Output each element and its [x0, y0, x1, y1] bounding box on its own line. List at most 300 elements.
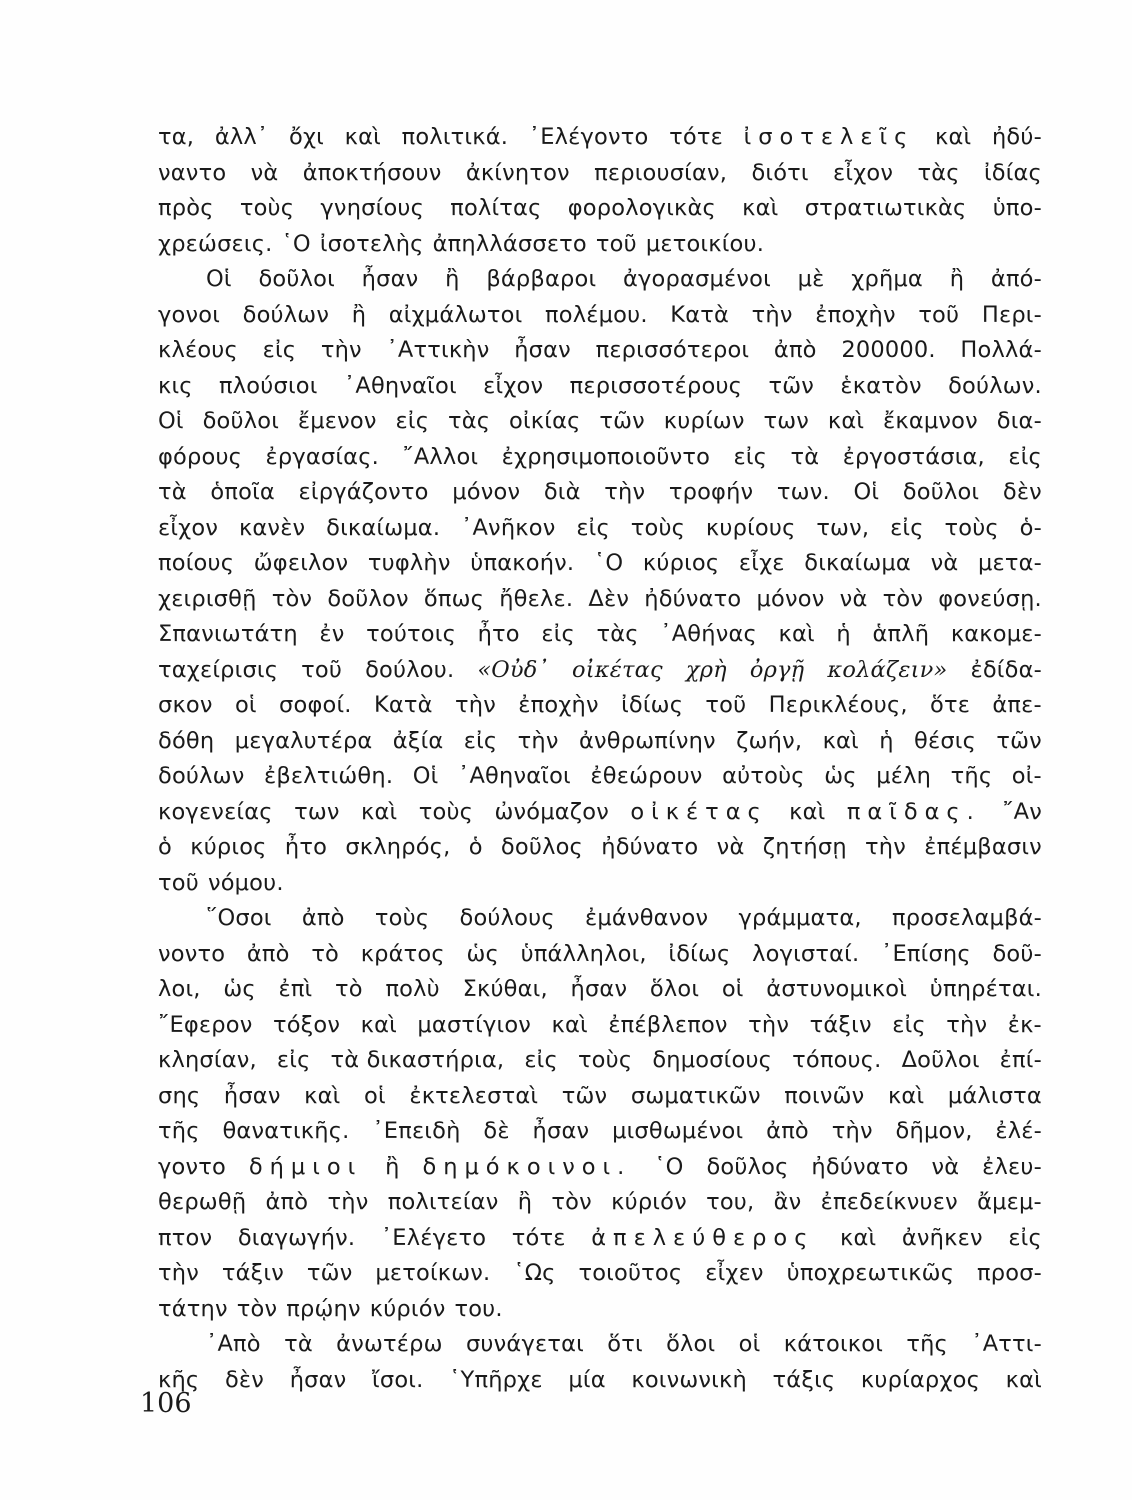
text-line: [158, 1083, 1042, 1119]
word: αὐτοὺς: [722, 763, 805, 789]
word: Σπανιωτάτη: [158, 621, 298, 647]
word: βάρβαροι: [486, 266, 597, 292]
word: μετοίκων.: [375, 1260, 491, 1286]
word: πολὺ: [385, 976, 440, 1002]
word: ἀπὸ: [265, 1189, 309, 1215]
word: ᾽Ανῆκον: [461, 514, 556, 541]
word: καὶ: [360, 1011, 397, 1038]
text-line: [158, 763, 1042, 799]
word: τὸν: [236, 1295, 278, 1322]
word: δόθη: [158, 727, 215, 754]
word: Σκύθαι,: [462, 976, 548, 1002]
word: τῶν: [306, 1260, 353, 1286]
word: φόρους: [158, 443, 243, 470]
word: τὰς: [917, 159, 960, 186]
word: πλούσιοι: [219, 372, 318, 399]
word: ποίους: [158, 550, 235, 576]
text-line: [158, 1367, 1042, 1403]
word: χρὴ: [685, 656, 727, 683]
word: τὰς: [596, 621, 639, 647]
word: τοὺς: [944, 514, 999, 541]
text-line: [158, 1225, 1042, 1261]
word: προσ-: [977, 1260, 1042, 1286]
word: Οἱ: [206, 266, 232, 292]
word: ἠδύνατο: [601, 834, 699, 860]
word: ὑποχρεωτικῶς: [786, 1260, 955, 1286]
word: ῎Αν: [1002, 798, 1042, 825]
word: οἱ: [364, 1082, 386, 1109]
word: κυρίων: [663, 408, 745, 434]
word: οἰκέτας: [630, 798, 768, 825]
word: περιουσίαν,: [594, 159, 728, 186]
word: σης: [158, 1082, 201, 1109]
word: ὅτε: [930, 692, 971, 718]
word: ἐχρησιμοποιοῦντο: [501, 443, 711, 470]
word: κυρίαρχος: [860, 1366, 980, 1393]
body-text: [158, 124, 1042, 1402]
word: τότε: [669, 124, 723, 150]
word: ὡς: [466, 940, 499, 967]
word: ἰδίως: [621, 692, 684, 718]
word: ἤθελε.: [499, 585, 574, 612]
word: δια-: [996, 408, 1042, 434]
word: τόπους.: [792, 1047, 882, 1073]
word: ἁπλῆ: [872, 621, 930, 647]
word: προσελαμβά-: [891, 905, 1042, 931]
word: ᾽Επειδὴ: [372, 1118, 461, 1144]
word: κοινωνικὴ: [631, 1366, 747, 1393]
word: τῶν: [768, 372, 815, 399]
word: ζωήν,: [736, 727, 803, 754]
word: εἰς: [576, 514, 610, 541]
word: δούλων: [158, 763, 245, 789]
word: ὤφειλον: [253, 550, 349, 576]
word: εἰργάζοντο: [298, 479, 429, 505]
word: Οἱ: [853, 479, 880, 505]
word: ἠδύνατο: [811, 1153, 909, 1180]
word: ῞Οσοι: [206, 905, 272, 931]
word: τοὺς: [374, 905, 430, 931]
word: κύριόν: [611, 1189, 687, 1215]
word: τοὺς: [630, 514, 686, 541]
word: τὸν: [551, 1189, 592, 1215]
word: μέλη: [876, 763, 932, 789]
text-line: [158, 124, 1042, 160]
text-line: [158, 302, 1042, 338]
word: ποινῶν: [784, 1082, 865, 1109]
word: ἐμάνθανον: [585, 905, 709, 931]
word: ἢ: [385, 1153, 400, 1180]
word: πολιτείαν: [387, 1189, 499, 1215]
word: δῆμον,: [895, 1118, 973, 1144]
word: ἰδίως: [668, 940, 731, 967]
word: ἐπί-: [999, 1047, 1042, 1073]
word: εἰς: [463, 727, 498, 754]
word: ζητήσῃ: [762, 834, 847, 860]
word: δούλου.: [365, 656, 455, 683]
word: ἐθεώρουν: [590, 763, 703, 789]
text-line: [158, 1047, 1042, 1083]
word: μεγαλυτέρα: [234, 727, 373, 754]
word: καὶ: [934, 124, 972, 150]
word: καὶ: [839, 1224, 877, 1251]
word: νόμου.: [207, 869, 284, 896]
text-line: [158, 834, 1042, 870]
word: θέσις: [914, 727, 977, 754]
word: ἢ: [949, 266, 965, 292]
word: δήμιοι: [248, 1153, 363, 1180]
word: τῆς: [906, 1331, 948, 1357]
word: οἱ: [721, 976, 744, 1002]
word: ναντο: [158, 159, 227, 186]
word: τὸ: [335, 976, 363, 1002]
word: 200000.: [841, 337, 936, 363]
word: ὅτι: [607, 1331, 643, 1357]
word: ἀπελεύθερος: [591, 1224, 815, 1251]
word: ἐκτελεσταὶ: [409, 1082, 539, 1109]
word: τὴν: [751, 301, 793, 328]
word: εἰς: [892, 1011, 926, 1038]
word: αἰχμάλωτοι: [388, 301, 523, 328]
word: περισσοτέρους: [569, 372, 743, 399]
word: τάξις: [772, 1366, 836, 1393]
word: μόνον: [756, 585, 825, 612]
word: ὅλοι: [649, 976, 700, 1002]
page-number: 106: [140, 1388, 192, 1419]
word: ἀξία: [392, 727, 444, 754]
word: ὅλοι: [666, 1331, 716, 1357]
word: τὴν: [946, 1011, 988, 1038]
word: τούτοις: [366, 621, 456, 647]
text-line: [158, 941, 1042, 977]
word: οἰκίας: [509, 408, 581, 434]
text-line: [158, 479, 1042, 515]
word: σοφοί.: [279, 692, 352, 718]
word: ἐπεδείκνυεν: [820, 1189, 958, 1215]
word: ὡς: [824, 763, 857, 789]
word: ἰδίας: [983, 159, 1042, 186]
word: δικαίωμα: [804, 550, 911, 576]
word: ὡς: [223, 976, 256, 1002]
word: κλησίαν,: [158, 1047, 257, 1073]
word: εἶχεν: [705, 1260, 764, 1286]
word: ἦσαν: [223, 1082, 281, 1109]
word: τοῦ: [158, 869, 199, 896]
word: οἱ: [234, 692, 257, 718]
word: ῾Ο: [593, 550, 624, 576]
word: δημόκοινοι.: [422, 1153, 632, 1180]
word: ἐλευ-: [982, 1153, 1042, 1180]
text-line: [158, 728, 1042, 764]
text-line: [158, 160, 1042, 196]
word: δοῦλοι: [202, 408, 280, 434]
word: κράτος: [360, 940, 445, 967]
word: δούλους: [459, 905, 555, 931]
word: ἀπὸ: [773, 337, 817, 363]
word: νὰ: [930, 550, 959, 576]
word: δὲν: [224, 1366, 265, 1393]
word: καὶ: [887, 1082, 925, 1109]
word: τοῦ: [705, 692, 747, 718]
word: τυφλὴν: [367, 550, 451, 576]
word: ἀγορασμένοι: [623, 266, 771, 292]
word: εἶχε: [738, 550, 785, 576]
word: καὶ: [551, 1011, 588, 1038]
text-line: [158, 195, 1042, 231]
word: ῾Ο: [281, 230, 311, 257]
word: ἀνῆκεν: [901, 1224, 983, 1251]
word: μόνον: [452, 479, 521, 505]
word: ἀπε-: [992, 692, 1042, 718]
word: καὶ: [778, 621, 815, 647]
word: χρεώσεις.: [158, 230, 273, 257]
word: δὲ: [483, 1118, 510, 1144]
word: ὄχι: [289, 124, 324, 150]
word: μὲ: [797, 266, 825, 292]
word: τὰ: [790, 443, 820, 470]
text-line: [158, 550, 1042, 586]
word: ἀνωτέρω: [336, 1331, 443, 1357]
word: τῆς: [950, 763, 993, 789]
word: πολέμου.: [545, 301, 648, 328]
word: ἠδύνατο: [644, 585, 742, 612]
word: νὰ: [931, 1153, 960, 1180]
word: δοῦλοι: [902, 479, 980, 505]
word: φονεύσῃ.: [938, 585, 1042, 612]
word: κανὲν: [238, 514, 306, 541]
word: τα,: [158, 124, 195, 150]
text-line: [158, 1154, 1042, 1190]
word: ῾Ως: [513, 1260, 556, 1286]
word: ἔμενον: [297, 408, 377, 434]
word: Περι-: [981, 301, 1042, 328]
word: καὶ: [361, 798, 398, 825]
word: τὰ: [284, 1331, 313, 1357]
word: ἐπὶ: [278, 976, 313, 1002]
word: Δοῦλοι: [901, 1047, 980, 1073]
word: καὶ: [742, 195, 779, 221]
word: περισσότεροι: [595, 337, 750, 363]
word: Δὲν: [588, 585, 630, 612]
word: καὶ: [822, 727, 859, 754]
word: ἐλέ-: [995, 1118, 1042, 1144]
word: ὑπακοήν.: [470, 550, 575, 576]
word: τὰ: [158, 479, 187, 505]
word: οἰ-: [1011, 763, 1042, 789]
word: δὲν: [1002, 479, 1042, 505]
word: μισθωμένοι: [612, 1118, 744, 1144]
text-line: [158, 692, 1042, 728]
word: τότε: [511, 1224, 566, 1251]
word: θανατικῆς.: [222, 1118, 350, 1144]
text-line: [158, 1118, 1042, 1154]
word: των: [763, 408, 810, 434]
text-line: [158, 976, 1042, 1012]
word: των: [294, 798, 340, 825]
word: ἀπηλλάσσετο: [432, 230, 587, 257]
word: τροφήν: [668, 479, 754, 505]
text-line: [158, 373, 1042, 409]
word: καὶ: [827, 408, 865, 434]
word: ἦσαν: [532, 1118, 590, 1144]
word: κλέους: [158, 337, 238, 363]
word: ταχείρισις: [158, 656, 279, 683]
word: ἐπέμβασιν: [924, 834, 1042, 860]
word: παῖδας.: [846, 798, 981, 825]
word: δοῦλοι: [258, 266, 335, 292]
word: καὶ: [789, 798, 826, 825]
word: ᾽Αττικὴν: [386, 337, 490, 363]
word: θερωθῇ: [158, 1189, 247, 1215]
text-line: [158, 1331, 1042, 1367]
word: τὸν: [882, 585, 924, 612]
word: νὰ: [839, 585, 868, 612]
word: Κατὰ: [670, 301, 730, 328]
word: ᾽Αθηναῖοι: [458, 763, 571, 789]
word: εἰς: [1008, 443, 1042, 470]
word: μία: [568, 1366, 606, 1393]
word: ἦσαν: [361, 266, 419, 292]
word: τὴν: [158, 1260, 199, 1286]
text-line: [158, 408, 1042, 444]
word: κις: [158, 372, 193, 399]
text-line: [158, 1189, 1042, 1225]
word: ἂν: [773, 1189, 802, 1215]
word: τοιοῦτος: [578, 1260, 683, 1286]
word: νὰ: [250, 159, 279, 186]
word: ἠδύ-: [991, 124, 1042, 150]
word: εἰς: [890, 514, 924, 541]
text-line: [158, 586, 1042, 622]
word: τοὺς: [577, 1047, 633, 1073]
word: κύριόν: [369, 1295, 446, 1322]
word: ἢ: [445, 266, 460, 292]
word: κῆς: [158, 1366, 200, 1393]
word: τῆς: [158, 1118, 200, 1144]
text-line: [158, 231, 1042, 267]
word: Πολλά-: [960, 337, 1042, 363]
word: τὴν: [604, 479, 646, 505]
word: κάτοικοι: [783, 1331, 884, 1357]
word: τὴν: [320, 337, 362, 363]
word: καὶ: [304, 1082, 341, 1109]
word: δικαίωμα.: [326, 514, 441, 541]
word: Κατὰ: [373, 692, 433, 718]
word: εἰς: [733, 443, 768, 470]
word: ῎Εφερον: [158, 1011, 253, 1038]
word: εἶχον: [483, 372, 544, 399]
word: ἐργοστάσια,: [842, 443, 985, 470]
word: διότι: [751, 159, 809, 186]
text-line: [158, 266, 1042, 302]
word: χειρισθῇ: [158, 585, 257, 612]
word: ἐκ-: [1007, 1011, 1042, 1038]
word: ὅπως: [423, 585, 485, 612]
word: λογισταί.: [752, 940, 860, 967]
word: ἐργασίας.: [265, 443, 379, 470]
word: τῶν: [996, 727, 1042, 754]
word: γοντο: [158, 1153, 226, 1180]
word: εἶχον: [158, 514, 219, 541]
word: ᾽Ελέγετο: [380, 1224, 487, 1251]
word: δοῦλος: [500, 834, 583, 860]
word: τὴν: [748, 1011, 790, 1038]
word: ὁ: [158, 834, 172, 860]
word: κολάζειν»: [827, 656, 948, 683]
word: τὸ: [311, 940, 340, 967]
word: διαγωγήν.: [237, 1224, 356, 1251]
word: μετα-: [978, 550, 1042, 576]
word: στρατιωτικὰς: [804, 195, 967, 221]
word: λοι,: [158, 976, 201, 1002]
word: ῎Αλλοι: [402, 443, 479, 470]
word: ὑπο-: [992, 195, 1042, 221]
word: ἔκαμνον: [883, 408, 978, 434]
word: ἀπὸ: [301, 905, 345, 931]
word: δοῦλος: [706, 1153, 789, 1180]
word: ἀπό-: [990, 266, 1042, 292]
word: ᾽Απὸ: [206, 1331, 261, 1357]
word: ἦσαν: [514, 337, 571, 363]
word: ὁ: [468, 834, 483, 860]
text-line: [158, 1296, 1042, 1332]
word: ἡ: [879, 727, 894, 754]
word: ᾽Αθήνας: [660, 621, 757, 647]
word: ἄμεμ-: [977, 1189, 1042, 1215]
word: ὑπάλληλοι,: [520, 940, 647, 967]
word: τὴν: [865, 834, 907, 860]
word: νοντο: [158, 940, 226, 967]
word: ἰσοτελὴς: [319, 230, 424, 257]
word: ἐποχὴν: [518, 692, 599, 718]
word: σκληρός,: [345, 834, 451, 860]
word: τόξον: [272, 1011, 341, 1038]
text-line: [158, 1260, 1042, 1296]
word: ἢ: [517, 1189, 533, 1215]
word: τὴν: [455, 692, 496, 718]
word: του.: [454, 1295, 503, 1322]
word: Περικλέους,: [768, 692, 908, 718]
word: ἀκίνητον: [465, 159, 570, 186]
word: τοῦ: [301, 656, 343, 683]
word: εἰς: [262, 337, 297, 363]
word: δούλων: [242, 301, 330, 328]
word: φορολογικὰς: [567, 195, 716, 221]
word: εἰς: [276, 1047, 311, 1073]
word: ᾽Αθηναῖοι: [343, 372, 457, 399]
word: χρῆμα: [851, 266, 923, 292]
word: πολιτικά.: [401, 124, 509, 150]
word: πολίτας: [450, 195, 542, 221]
word: οἰκέτας: [572, 656, 663, 683]
word: ἀλλ᾽: [214, 124, 269, 150]
word: καὶ: [1005, 1366, 1042, 1393]
word: εἰς: [395, 408, 430, 434]
word: ἐποχὴν: [815, 301, 896, 328]
word: πτον: [158, 1224, 213, 1251]
word: τοῦ: [918, 301, 960, 328]
word: Οἱ: [158, 408, 184, 434]
word: κυρίους: [705, 514, 796, 541]
text-line: [158, 444, 1042, 480]
word: κύριος: [642, 550, 720, 576]
text-line: [158, 870, 1042, 906]
word: σωματικῶν: [630, 1082, 761, 1109]
word: δοῦλον: [327, 585, 409, 612]
word: καὶ: [344, 124, 381, 150]
word: ἴσοι.: [372, 1366, 424, 1393]
word: των,: [816, 514, 870, 541]
